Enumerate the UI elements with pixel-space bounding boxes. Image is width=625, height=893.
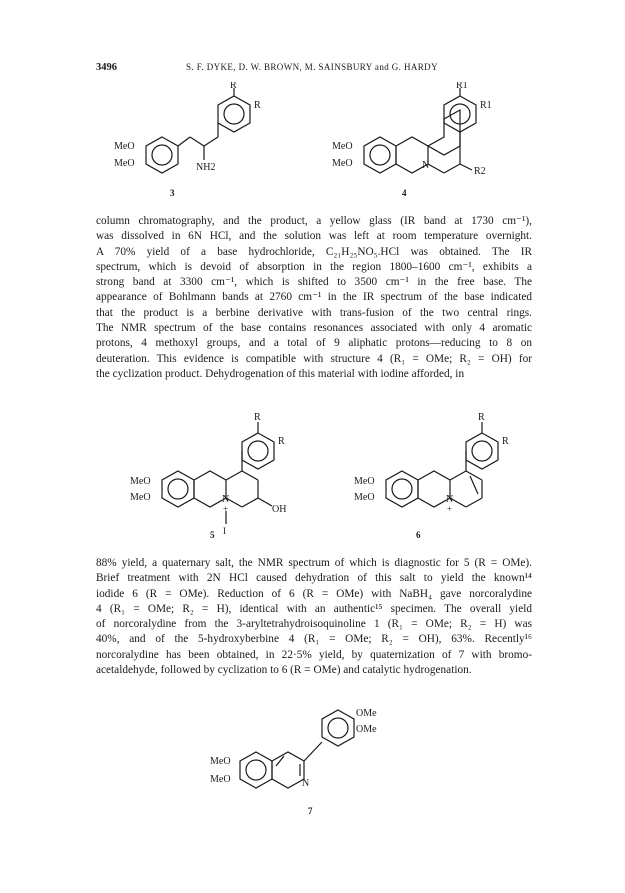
compound-5-meo-upper: MeO [130, 476, 151, 487]
compound-4-r1-upper: R1 [456, 82, 468, 91]
compound-3-meo-lower: MeO [114, 158, 135, 169]
scheme-compounds-3-4 [100, 82, 540, 200]
text-line: norcoralydine has been obtained, in 22·5% yield, by quaternization of 7 with bromo- [96, 648, 532, 661]
body-paragraph-2 [96, 556, 532, 678]
running-header [96, 62, 528, 78]
compound-4-meo-upper: MeO [332, 141, 353, 152]
compound-5-nitrogen: N [222, 494, 230, 505]
text-line: 4 (R₁ = OMe; R₂ = H), identical with an authentic¹⁵ specimen. The overall yield [96, 602, 532, 615]
structure-compound-6 [354, 412, 509, 540]
compound-5-counterion: I [223, 526, 226, 536]
compound-5-charge: + [223, 504, 229, 514]
compound-3-amine: NH2 [196, 162, 216, 173]
text-line: strong band at 3300 cm⁻¹, which is shifted to 3500 cm⁻¹ in the free base. The [96, 276, 532, 289]
compound-7-ome-lower: OMe [356, 724, 377, 735]
text-line: deuteration. This evidence is compatible with structure 4 (R₁ = OMe; R₂ = OH) for [96, 352, 532, 365]
compound-6-r-upper: R [478, 412, 485, 423]
text-line: 40%, and of the 5-hydroxyberbine 4 (R₁ = OMe; R₂ = OH), 63%. Recently¹⁶ [96, 633, 532, 646]
compound-4-r1-side: R1 [480, 100, 492, 111]
compound-3-label: 3 [170, 188, 175, 198]
text-line: column chromatography, and the product, a yellow glass (IR band at 1730 cm⁻¹), [96, 215, 532, 227]
compound-5-hydroxyl: OH [272, 504, 287, 515]
compound-5-meo-lower: MeO [130, 492, 151, 503]
body-paragraph-1 [96, 214, 532, 382]
text-line: iodide 6 (R = OMe). Reduction of 6 (R = OMe) with NaBH₄ gave norcoralydine [96, 587, 532, 600]
text-line: of norcoralydine from the 3-aryltetrahydroisoquinoline 1 (R₁ = OMe; R₂ = H) was [96, 618, 532, 631]
compound-4-label: 4 [402, 188, 407, 198]
compound-7-meo-upper: MeO [210, 756, 231, 767]
compound-3-r-upper: R [230, 82, 237, 91]
text-line: that the product is a berbine derivative with trans-fusion of the two central rings. [96, 306, 532, 319]
compound-7-label: 7 [308, 806, 313, 816]
compound-6-meo-lower: MeO [354, 492, 375, 503]
compound-7-meo-lower: MeO [210, 774, 231, 785]
text-line: acetaldehyde, followed by cyclization to 6 (R = OMe) and catalytic hydrogenation. [96, 664, 472, 677]
page-number: 3496 [96, 62, 117, 73]
text-line: Brief treatment with 2N HCl caused dehydration of this salt to yield the known¹⁴ [96, 572, 532, 585]
structure-compound-4 [332, 82, 492, 198]
compound-4-meo-lower: MeO [332, 158, 353, 169]
compound-6-label: 6 [416, 530, 421, 540]
scheme-compounds-5-6 [100, 396, 540, 540]
compound-5-label: 5 [210, 530, 215, 540]
scheme-compound-7 [210, 694, 410, 818]
text-line: the cyclization product. Dehydrogenation of this material with iodine afforded, in [96, 367, 465, 380]
text-line: spectrum, which is devoid of absorption in the region 1800–1600 cm⁻¹, exhibits a [96, 260, 532, 273]
text-line: was dissolved in 6N HCl, and the solution was left at room temperature overnight. [96, 230, 532, 243]
compound-6-r-side: R [502, 436, 509, 447]
compound-6-meo-upper: MeO [354, 476, 375, 487]
compound-5-r-side: R [278, 436, 285, 447]
compound-3-meo-upper: MeO [114, 141, 135, 152]
structure-compound-3 [114, 82, 261, 198]
compound-4-nitrogen: N [422, 160, 430, 171]
text-line: 88% yield, a quaternary salt, the NMR spectrum of which is diagnostic for 5 (R = OMe). [96, 557, 532, 569]
text-line: appearance of Bohlmann bands at 2760 cm⁻¹ in the IR spectrum of the base indicated [96, 291, 532, 304]
text-line: The NMR spectrum of the base contains resonances associated with only 4 aromatic [96, 322, 532, 335]
compound-6-charge: + [447, 504, 453, 514]
text-line: protons, 4 methoxyl groups, and a total of 9 aliphatic protons—reducing to 8 on [96, 337, 532, 350]
compound-5-r-upper: R [254, 412, 261, 423]
compound-7-ome-upper: OMe [356, 708, 377, 719]
compound-6-nitrogen: N [446, 494, 454, 505]
structure-compound-7 [210, 708, 377, 816]
compound-7-nitrogen: N [302, 778, 310, 789]
structure-compound-5 [130, 412, 286, 540]
text-line: A 70% yield of a base hydrochloride, C₂₁H₂₅NO₅.HCl was obtained. The IR [96, 245, 532, 258]
compound-4-r2: R2 [474, 166, 486, 177]
running-head-authors: S. F. DYKE, D. W. BROWN, M. SAINSBURY and G. HARDY [186, 62, 438, 72]
compound-3-r-side: R [254, 100, 261, 111]
